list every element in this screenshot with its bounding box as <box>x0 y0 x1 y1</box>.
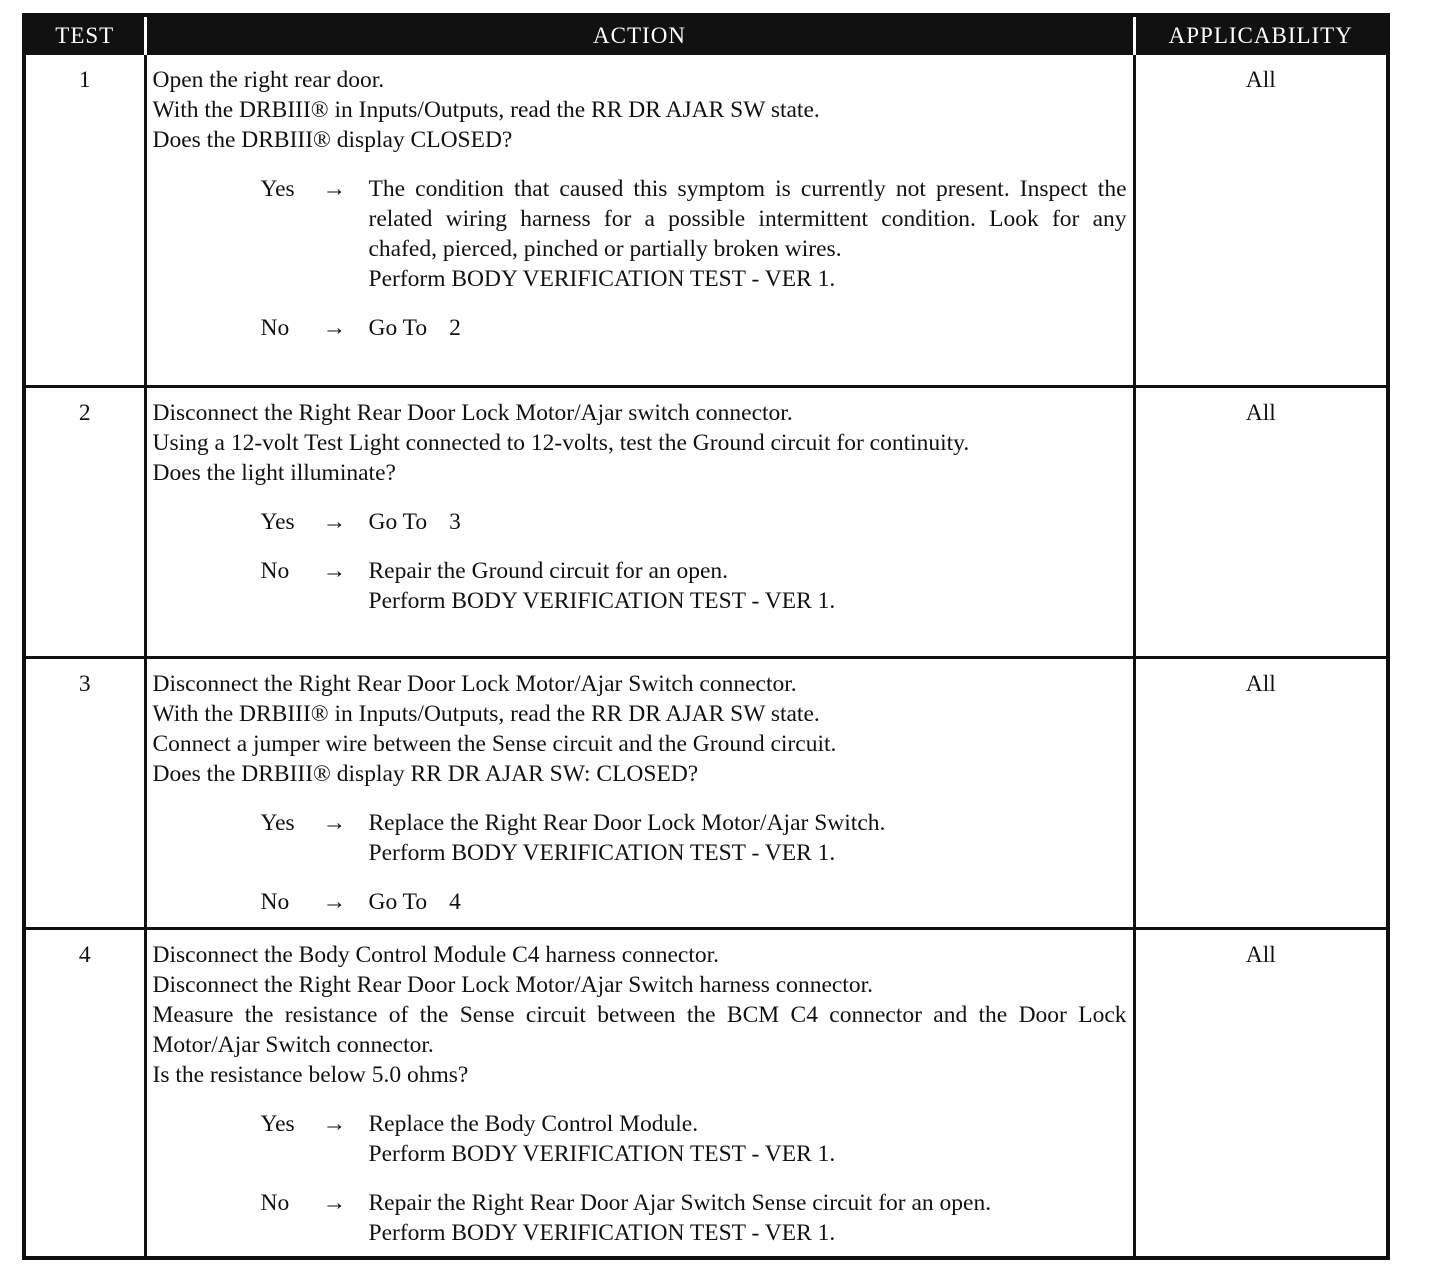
result-line: Repair the Ground circuit for an open. <box>368 557 729 584</box>
test-table <box>26 17 1386 1258</box>
result-line: Repair the Right Rear Door Ajar Switch Sense circuit for an open. <box>368 1189 992 1216</box>
outcome-no <box>153 887 1127 917</box>
test-action <box>145 657 1134 928</box>
no-label: No <box>260 557 290 584</box>
goto-text: Go To <box>368 888 428 915</box>
yes-result <box>369 174 1127 294</box>
no-label: No <box>260 1189 290 1216</box>
action-step: Connect a jumper wire between the Sense circuit and the Ground circuit. <box>152 730 837 757</box>
test-number: 1 <box>78 67 91 93</box>
test-row-3 <box>26 657 1386 928</box>
arrow-icon: → <box>322 176 346 202</box>
test-row-1 <box>26 55 1386 386</box>
outcome-no <box>153 1188 1127 1248</box>
action-step: Disconnect the Right Rear Door Lock Motor/Ajar switch connector. <box>152 399 793 426</box>
result-line: Perform BODY VERIFICATION TEST - VER 1. <box>368 587 836 614</box>
header-test: TEST <box>26 17 145 55</box>
arrow-icon: → <box>322 508 346 535</box>
action-step: Disconnect the Right Rear Door Lock Motor/Ajar Switch connector. <box>152 670 797 697</box>
result-line: Perform BODY VERIFICATION TEST - VER 1. <box>368 1219 836 1246</box>
header-applicability: APPLICABILITY <box>1134 17 1386 55</box>
result-line: Perform BODY VERIFICATION TEST - VER 1. <box>368 1140 836 1167</box>
test-applicability: All <box>1134 657 1386 928</box>
test-number: 2 <box>26 386 145 657</box>
result-line: The condition that caused this symptom is currently not present. Inspect the related wiring harness for a possible intermittent condition. Look for any chafed, pierced, pinched or partially broken wires. <box>368 176 1127 262</box>
no-result <box>369 887 1127 917</box>
result-line: Perform BODY VERIFICATION TEST - VER 1. <box>368 266 836 292</box>
diagnostic-procedure-table <box>22 13 1390 1260</box>
test-applicability: All <box>1134 55 1386 386</box>
action-step: Open the right rear door. <box>152 67 385 93</box>
action-step: Does the DRBIII® display RR DR AJAR SW: CLOSED? <box>152 760 699 787</box>
action-step: With the DRBIII® in Inputs/Outputs, read the RR DR AJAR SW state. <box>152 700 820 727</box>
result-line: Replace the Right Rear Door Lock Motor/Ajar Switch. <box>368 809 886 836</box>
result-line: Replace the Body Control Module. <box>368 1110 699 1137</box>
goto-text: Go To <box>368 315 428 341</box>
goto-number: 2 <box>449 315 461 341</box>
action-step: Disconnect the Right Rear Door Lock Motor/Ajar Switch harness connector. <box>152 971 873 998</box>
result-line: Perform BODY VERIFICATION TEST - VER 1. <box>368 839 836 866</box>
action-step: Does the light illuminate? <box>152 459 396 486</box>
outcome-yes <box>153 507 1127 537</box>
outcome-yes <box>153 1109 1127 1169</box>
outcome-yes <box>153 174 1127 294</box>
yes-label: Yes <box>260 508 295 535</box>
header-row <box>26 17 1386 55</box>
arrow-icon: → <box>322 1110 346 1137</box>
test-number: 3 <box>26 657 145 928</box>
test-row-2 <box>26 386 1386 657</box>
yes-label: Yes <box>260 1110 295 1137</box>
test-action <box>145 928 1134 1258</box>
test-action <box>145 55 1134 386</box>
arrow-icon: → <box>322 1189 346 1216</box>
table-body <box>26 55 1386 1258</box>
action-step: Disconnect the Body Control Module C4 harness connector. <box>152 941 720 968</box>
no-label: No <box>260 888 290 915</box>
yes-result <box>369 1109 1127 1169</box>
test-row-4 <box>26 928 1386 1258</box>
outcome-yes <box>153 808 1127 868</box>
test-action <box>145 386 1134 657</box>
test-applicability: All <box>1134 386 1386 657</box>
arrow-icon: → <box>322 809 346 836</box>
outcome-no <box>153 556 1127 616</box>
table-header <box>26 17 1386 55</box>
goto-text: Go To <box>368 508 428 535</box>
no-result <box>369 1188 1127 1248</box>
action-step: With the DRBIII® in Inputs/Outputs, read the RR DR AJAR SW state. <box>152 97 820 123</box>
action-step: Does the DRBIII® display CLOSED? <box>152 127 513 153</box>
action-step: Using a 12-volt Test Light connected to 12-volts, test the Ground circuit for continuity. <box>152 429 970 456</box>
header-action: ACTION <box>145 17 1134 55</box>
test-applicability: All <box>1134 928 1386 1258</box>
outcome-no <box>153 313 1127 343</box>
goto-number: 3 <box>449 508 461 535</box>
yes-result <box>369 808 1127 868</box>
yes-label: Yes <box>260 176 295 202</box>
yes-label: Yes <box>260 809 295 836</box>
no-label: No <box>260 315 290 341</box>
yes-result <box>369 507 1127 537</box>
goto-number: 4 <box>449 888 461 915</box>
action-step: Measure the resistance of the Sense circuit between the BCM C4 connector and the Door Lock Motor/Ajar Switch connector. <box>152 1001 1127 1058</box>
action-step: Is the resistance below 5.0 ohms? <box>152 1061 469 1088</box>
arrow-icon: → <box>322 557 346 584</box>
arrow-icon: → <box>322 315 346 341</box>
arrow-icon: → <box>322 888 346 915</box>
no-result <box>369 556 1127 616</box>
test-number: 4 <box>26 928 145 1258</box>
no-result <box>369 313 1127 343</box>
